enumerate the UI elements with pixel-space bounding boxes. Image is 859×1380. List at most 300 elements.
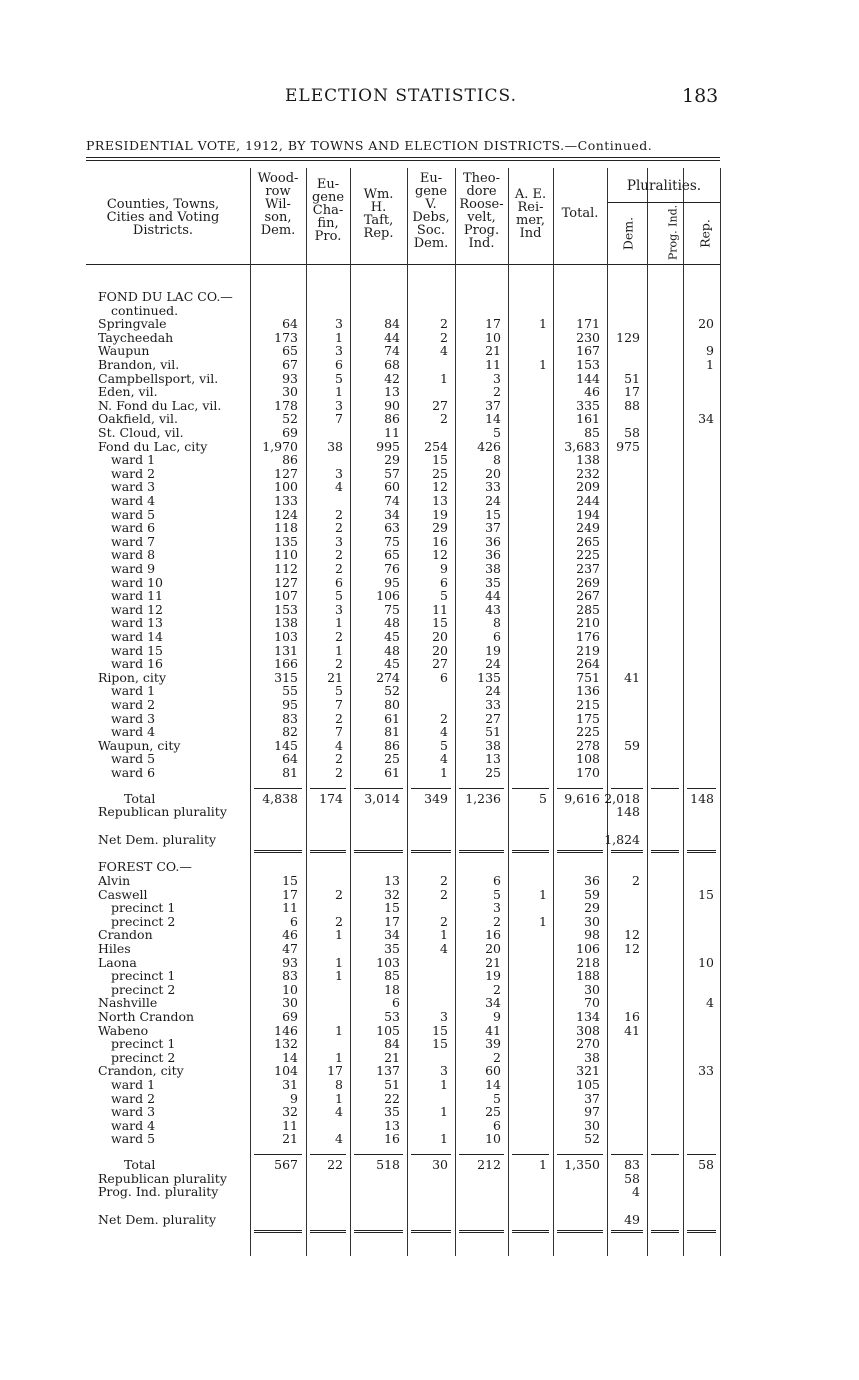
row-label: Hiles xyxy=(98,941,131,956)
cell-value: 161 xyxy=(576,411,600,427)
reimer-column-header xyxy=(508,188,553,240)
debs-header-line: Dem. xyxy=(413,236,449,251)
cell-value: 12 xyxy=(624,927,640,943)
cell-value: 6 xyxy=(493,1117,501,1133)
cell-value: 20 xyxy=(432,629,448,644)
cell-value: 1,970 xyxy=(262,438,298,454)
cell-value: 269 xyxy=(576,574,600,590)
cell-value: 1 xyxy=(440,927,448,943)
debs-header-line: Soc. xyxy=(416,223,446,238)
table-row xyxy=(0,684,859,698)
cell-value: 61 xyxy=(384,765,400,780)
cell-value: 2 xyxy=(440,873,448,888)
double-rule xyxy=(651,850,679,853)
cell-value: 1 xyxy=(335,968,343,984)
cell-value: 41 xyxy=(624,669,640,685)
cell-value: 107 xyxy=(274,588,298,604)
row-label: continued. xyxy=(111,302,179,318)
table-row xyxy=(0,712,859,726)
cell-value: 9 xyxy=(706,343,714,359)
taft-header-line: H. xyxy=(370,200,387,215)
cell-value: 59 xyxy=(624,737,640,753)
cell-value: 4 xyxy=(335,1131,343,1147)
cell-value: 34 xyxy=(485,995,501,1011)
row-label: ward 11 xyxy=(111,588,164,604)
cell-value: 3 xyxy=(335,343,343,359)
cell-value: 6 xyxy=(392,995,400,1011)
reimer-header-line: A. E. xyxy=(514,187,547,202)
cell-value: 4 xyxy=(632,1184,640,1200)
cell-value: 2 xyxy=(335,751,343,767)
cell-value: 166 xyxy=(274,656,298,672)
row-label: ward 7 xyxy=(111,533,156,549)
double-rule xyxy=(310,850,346,853)
wilson-column-header xyxy=(250,172,306,237)
table-row xyxy=(0,1092,859,1106)
cell-value: 34 xyxy=(384,506,400,522)
row-label: ward 3 xyxy=(111,479,156,495)
cell-value: 2,018 xyxy=(604,790,640,806)
cell-value: 1 xyxy=(539,1157,547,1172)
cell-value: 17 xyxy=(485,316,501,332)
table-row xyxy=(0,1119,859,1133)
cell-value: 83 xyxy=(282,968,298,984)
cell-value: 13 xyxy=(384,384,400,400)
cell-value: 48 xyxy=(384,615,400,631)
table-row xyxy=(0,1051,859,1065)
row-label: Eden, vil. xyxy=(98,384,158,400)
cell-value: 3 xyxy=(335,465,343,481)
table-row xyxy=(0,480,859,494)
cell-value: 21 xyxy=(384,1049,400,1065)
cell-value: 75 xyxy=(384,533,400,549)
row-label: ward 13 xyxy=(111,615,164,631)
cell-value: 4 xyxy=(706,995,714,1011)
table-row xyxy=(0,942,859,956)
cell-value: 12 xyxy=(624,941,640,956)
cell-value: 15 xyxy=(432,615,448,631)
cell-value: 84 xyxy=(384,1036,400,1052)
cell-value: 212 xyxy=(477,1157,501,1172)
row-label: Springvale xyxy=(98,316,167,332)
cell-value: 110 xyxy=(274,547,298,563)
cell-value: 103 xyxy=(274,629,298,644)
cell-value: 1 xyxy=(440,765,448,780)
cell-value: 1,236 xyxy=(465,790,501,806)
table-row xyxy=(0,412,859,426)
cell-value: 12 xyxy=(432,547,448,563)
cell-value: 3,014 xyxy=(364,790,400,806)
cell-value: 19 xyxy=(432,506,448,522)
cell-value: 46 xyxy=(282,927,298,943)
cell-value: 975 xyxy=(616,438,640,454)
cell-value: 171 xyxy=(576,316,600,332)
cell-value: 124 xyxy=(274,506,298,522)
cell-value: 188 xyxy=(576,968,600,984)
cell-value: 64 xyxy=(282,751,298,767)
reimer-header-line: mer, xyxy=(516,213,545,228)
cell-value: 104 xyxy=(274,1063,298,1079)
cell-value: 19 xyxy=(485,968,501,984)
cell-value: 3 xyxy=(440,1063,448,1079)
cell-value: 9 xyxy=(493,1009,501,1024)
cell-value: 3 xyxy=(493,900,501,916)
subtotal-rule xyxy=(310,788,346,789)
row-label: ward 5 xyxy=(111,1131,156,1147)
table-row xyxy=(0,426,859,440)
cell-value: 95 xyxy=(282,697,298,712)
table-row xyxy=(0,494,859,508)
table-row xyxy=(0,562,859,576)
cell-value: 5 xyxy=(493,1090,501,1106)
cell-value: 27 xyxy=(485,710,501,726)
cell-value: 153 xyxy=(576,357,600,372)
cell-value: 1 xyxy=(440,370,448,386)
cell-value: 2 xyxy=(335,561,343,576)
cell-value: 47 xyxy=(282,941,298,956)
table-row xyxy=(0,983,859,997)
chafin-header-line: Cha- xyxy=(312,203,344,218)
chafin-header-line: fin, xyxy=(317,216,339,231)
subtotal-rule xyxy=(557,788,603,789)
cell-value: 178 xyxy=(274,397,298,413)
cell-value: 174 xyxy=(319,790,343,806)
taft-header-line: Wm. xyxy=(363,187,394,202)
cell-value: 14 xyxy=(485,411,501,427)
cell-value: 4 xyxy=(440,941,448,956)
cell-value: 1 xyxy=(440,1077,448,1092)
cell-value: 52 xyxy=(282,411,298,427)
cell-value: 321 xyxy=(576,1063,600,1079)
table-row xyxy=(0,317,859,331)
cell-value: 20 xyxy=(485,465,501,481)
cell-value: 58 xyxy=(698,1157,714,1172)
cell-value: 38 xyxy=(584,1049,600,1065)
cell-value: 12 xyxy=(432,479,448,495)
table-row xyxy=(0,589,859,603)
cell-value: 41 xyxy=(485,1022,501,1038)
cell-value: 16 xyxy=(624,1009,640,1024)
cell-value: 131 xyxy=(274,642,298,658)
cell-value: 51 xyxy=(384,1077,400,1092)
cell-value: 232 xyxy=(576,465,600,481)
cell-value: 134 xyxy=(576,1009,600,1024)
cell-value: 254 xyxy=(424,438,448,454)
cell-value: 215 xyxy=(576,697,600,712)
table-row xyxy=(0,1078,859,1092)
cell-value: 2 xyxy=(440,710,448,726)
chafin-header-line: Pro. xyxy=(314,229,342,244)
table-row xyxy=(0,535,859,549)
cell-value: 21 xyxy=(485,343,501,359)
cell-value: 5 xyxy=(335,683,343,699)
cell-value: 2 xyxy=(440,913,448,929)
cell-value: 237 xyxy=(576,561,600,576)
cell-value: 106 xyxy=(576,941,600,956)
double-rule xyxy=(611,1230,643,1233)
subtotal-rule xyxy=(687,788,716,789)
cell-value: 3 xyxy=(335,601,343,617)
cell-value: 103 xyxy=(376,954,400,970)
cell-value: 285 xyxy=(576,601,600,617)
cell-value: 278 xyxy=(576,737,600,753)
cell-value: 83 xyxy=(624,1157,640,1172)
cell-value: 138 xyxy=(274,615,298,631)
cell-value: 3 xyxy=(335,533,343,549)
cell-value: 59 xyxy=(584,886,600,902)
cell-value: 4 xyxy=(335,737,343,753)
cell-value: 1,824 xyxy=(604,831,640,847)
cell-value: 64 xyxy=(282,316,298,332)
roosevelt-header-line: Prog. xyxy=(463,223,500,238)
subtotal-rule xyxy=(651,788,679,789)
cell-value: 17 xyxy=(327,1063,343,1079)
cell-value: 1 xyxy=(539,316,547,332)
cell-value: 4 xyxy=(335,1104,343,1120)
cell-value: 25 xyxy=(485,1104,501,1120)
cell-value: 2 xyxy=(493,384,501,400)
row-label: ward 15 xyxy=(111,642,164,658)
cell-value: 108 xyxy=(576,751,600,767)
cell-value: 567 xyxy=(274,1157,298,1172)
taft-column-header xyxy=(350,188,407,240)
row-label: Fond du Lac, city xyxy=(98,438,208,454)
cell-value: 42 xyxy=(384,370,400,386)
table-row xyxy=(0,576,859,590)
row-label: ward 1 xyxy=(111,452,156,468)
cell-value: 3,683 xyxy=(564,438,600,454)
county-column-header xyxy=(88,198,238,237)
row-label: Waupun, city xyxy=(98,737,181,753)
row-label: Total xyxy=(124,790,156,806)
cell-value: 31 xyxy=(282,1077,298,1092)
cell-value: 4,838 xyxy=(262,790,298,806)
cell-value: 129 xyxy=(616,329,640,345)
cell-value: 33 xyxy=(485,697,501,712)
cell-value: 17 xyxy=(624,384,640,400)
cell-value: 518 xyxy=(376,1157,400,1172)
row-label: ward 14 xyxy=(111,629,164,644)
row-label: ward 5 xyxy=(111,751,156,767)
cell-value: 39 xyxy=(485,1036,501,1052)
page-number: 183 xyxy=(682,85,719,107)
cell-value: 30 xyxy=(282,384,298,400)
cell-value: 1 xyxy=(335,954,343,970)
table-row xyxy=(0,1172,859,1186)
cell-value: 209 xyxy=(576,479,600,495)
cell-value: 11 xyxy=(282,900,298,916)
cell-value: 2 xyxy=(335,656,343,672)
double-rule xyxy=(354,850,403,853)
subtotal-rule xyxy=(411,788,451,789)
county-header-text: Counties, Towns, Cities and Voting Districts. xyxy=(106,197,220,238)
row-label: FOND DU LAC CO.— xyxy=(98,289,233,304)
cell-value: 10 xyxy=(282,981,298,997)
table-row xyxy=(0,956,859,970)
cell-value: 9,616 xyxy=(564,790,600,806)
row-label: ward 6 xyxy=(111,520,156,536)
cell-value: 30 xyxy=(432,1157,448,1172)
subtotal-rule xyxy=(310,1154,346,1155)
row-label: precinct 1 xyxy=(111,968,176,984)
cell-value: 144 xyxy=(576,370,600,386)
cell-value: 1 xyxy=(539,886,547,902)
cell-value: 5 xyxy=(493,425,501,440)
cell-value: 52 xyxy=(384,683,400,699)
row-label: ward 6 xyxy=(111,765,156,780)
row-label: ward 1 xyxy=(111,683,156,699)
row-label: ward 4 xyxy=(111,493,156,508)
cell-value: 5 xyxy=(493,886,501,902)
cell-value: 36 xyxy=(584,873,600,888)
cell-value: 2 xyxy=(440,316,448,332)
table-row xyxy=(0,521,859,535)
cell-value: 106 xyxy=(376,588,400,604)
cell-value: 58 xyxy=(624,1170,640,1186)
cell-value: 93 xyxy=(282,370,298,386)
row-label: Caswell xyxy=(98,886,148,902)
table-row xyxy=(0,792,859,806)
subtotal-rule xyxy=(254,1154,302,1155)
table-row xyxy=(0,996,859,1010)
cell-value: 74 xyxy=(384,493,400,508)
table-row xyxy=(0,752,859,766)
wilson-header-line: Wil- xyxy=(265,197,291,212)
cell-value: 29 xyxy=(384,452,400,468)
cell-value: 35 xyxy=(485,574,501,590)
cell-value: 43 xyxy=(485,601,501,617)
table-row xyxy=(0,1010,859,1024)
cell-value: 2 xyxy=(335,886,343,902)
subtotal-rule xyxy=(354,1154,403,1155)
cell-value: 137 xyxy=(376,1063,400,1079)
table-row xyxy=(0,969,859,983)
cell-value: 86 xyxy=(384,411,400,427)
double-rule xyxy=(459,1230,504,1233)
cell-value: 86 xyxy=(282,452,298,468)
cell-value: 995 xyxy=(376,438,400,454)
row-label: ward 2 xyxy=(111,697,156,712)
cell-value: 10 xyxy=(698,954,714,970)
cell-value: 81 xyxy=(384,724,400,740)
subtotal-rule xyxy=(557,1154,603,1155)
cell-value: 58 xyxy=(624,425,640,440)
cell-value: 69 xyxy=(282,1009,298,1024)
wilson-header-line: Dem. xyxy=(260,223,296,238)
cell-value: 127 xyxy=(274,574,298,590)
subtotal-rule xyxy=(254,788,302,789)
row-label: ward 5 xyxy=(111,506,156,522)
table-row xyxy=(0,304,859,318)
taft-header-line: Taft, xyxy=(363,213,394,228)
cell-value: 85 xyxy=(584,425,600,440)
cell-value: 11 xyxy=(485,357,501,372)
cell-value: 2 xyxy=(335,506,343,522)
cell-value: 60 xyxy=(485,1063,501,1079)
double-rule xyxy=(557,1230,603,1233)
cell-value: 112 xyxy=(274,561,298,576)
table-row xyxy=(0,915,859,929)
row-label: ward 3 xyxy=(111,710,156,726)
cell-value: 46 xyxy=(584,384,600,400)
cell-value: 34 xyxy=(384,927,400,943)
cell-value: 5 xyxy=(440,588,448,604)
cell-value: 18 xyxy=(384,981,400,997)
cell-value: 7 xyxy=(335,411,343,427)
cell-value: 30 xyxy=(282,995,298,1011)
cell-value: 3 xyxy=(440,1009,448,1024)
running-title: ELECTION STATISTICS. xyxy=(285,86,517,106)
row-label: Crandon xyxy=(98,927,153,943)
cell-value: 3 xyxy=(493,370,501,386)
cell-value: 5 xyxy=(440,737,448,753)
cell-value: 1 xyxy=(335,615,343,631)
cell-value: 2 xyxy=(335,629,343,644)
table-row xyxy=(0,671,859,685)
cell-value: 8 xyxy=(493,615,501,631)
row-label: St. Cloud, vil. xyxy=(98,425,184,440)
row-label: Oakfield, vil. xyxy=(98,411,178,427)
cell-value: 61 xyxy=(384,710,400,726)
cell-value: 170 xyxy=(576,765,600,780)
cell-value: 38 xyxy=(327,438,343,454)
cell-value: 270 xyxy=(576,1036,600,1052)
running-header xyxy=(0,86,859,108)
double-rule xyxy=(310,1230,346,1233)
table-row xyxy=(0,1158,859,1172)
row-label: ward 1 xyxy=(111,1077,156,1092)
cell-value: 105 xyxy=(376,1022,400,1038)
row-label: Ripon, city xyxy=(98,669,167,685)
subtotal-rule xyxy=(411,1154,451,1155)
cell-value: 30 xyxy=(584,1117,600,1133)
cell-value: 1 xyxy=(335,927,343,943)
cell-value: 97 xyxy=(584,1104,600,1120)
cell-value: 1 xyxy=(440,1131,448,1147)
cell-value: 69 xyxy=(282,425,298,440)
cell-value: 264 xyxy=(576,656,600,672)
cell-value: 6 xyxy=(440,574,448,590)
cell-value: 45 xyxy=(384,656,400,672)
double-rule xyxy=(651,1230,679,1233)
wilson-header-line: Wood- xyxy=(257,171,299,186)
pluralities-header: Pluralities. xyxy=(626,178,702,194)
cell-value: 118 xyxy=(274,520,298,536)
reimer-header-line: Rei- xyxy=(517,200,544,215)
wilson-header-line: son, xyxy=(264,210,292,225)
row-label: Prog. Ind. plurality xyxy=(98,1184,219,1200)
cell-value: 15 xyxy=(485,506,501,522)
cell-value: 6 xyxy=(290,913,298,929)
plural-dem-header: Dem. xyxy=(620,216,636,251)
cell-value: 24 xyxy=(485,683,501,699)
cell-value: 5 xyxy=(335,588,343,604)
taft-header-line: Rep. xyxy=(363,226,394,241)
row-label: Crandon, city xyxy=(98,1063,184,1079)
roosevelt-header-line: Roose- xyxy=(459,197,504,212)
cell-value: 15 xyxy=(432,1022,448,1038)
row-label: FOREST CO.— xyxy=(98,859,192,875)
cell-value: 17 xyxy=(384,913,400,929)
cell-value: 8 xyxy=(335,1077,343,1092)
subtotal-rule xyxy=(611,1154,643,1155)
table-row xyxy=(0,1213,859,1227)
cell-value: 145 xyxy=(274,737,298,753)
cell-value: 148 xyxy=(616,804,640,820)
cell-value: 249 xyxy=(576,520,600,536)
cell-value: 16 xyxy=(432,533,448,549)
cell-value: 80 xyxy=(384,697,400,712)
